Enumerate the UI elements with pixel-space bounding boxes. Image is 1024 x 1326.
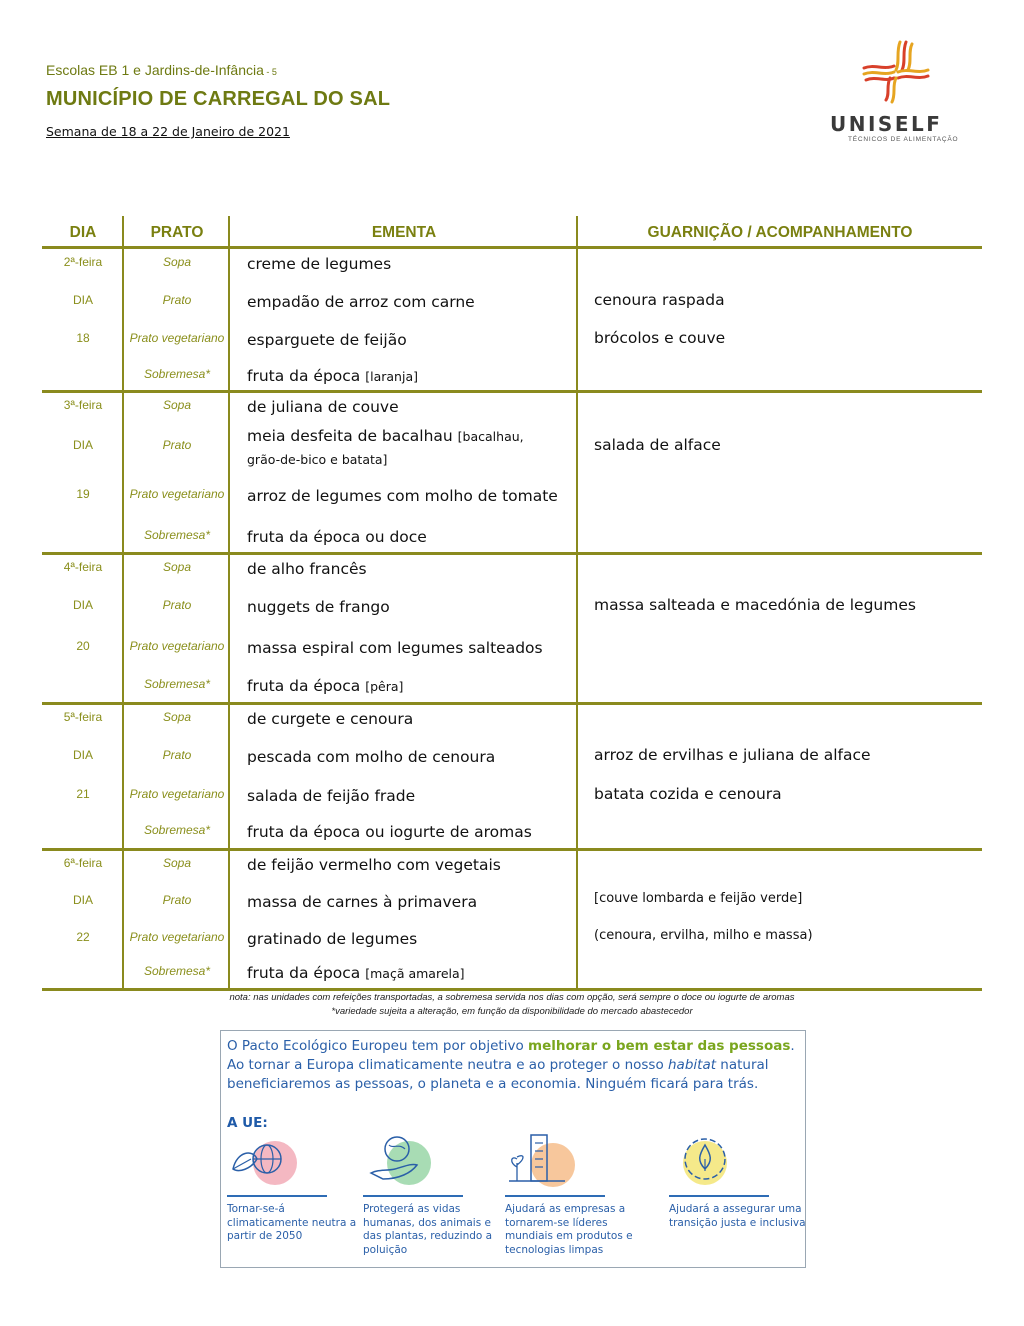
header-rule: [42, 246, 982, 249]
hand-globe-icon: [363, 1129, 443, 1193]
dish-text: fruta da época: [247, 964, 366, 982]
school-name: Escolas EB 1 e Jardins-de-Infância - 5: [46, 62, 277, 78]
dish-name: [247, 675, 573, 698]
course-type: Prato: [162, 748, 192, 762]
dish-text: salada de feijão frade: [247, 787, 416, 805]
dish-name: [247, 785, 573, 808]
course-type: Sopa: [162, 560, 192, 574]
course-type: Prato: [162, 893, 192, 907]
day-label: 3ª-feira: [63, 398, 103, 412]
dish-detail: grão-de-bico e batata]: [247, 452, 388, 467]
dish-detail: [maçã amarela]: [365, 966, 465, 981]
dish-text: creme de legumes: [247, 255, 392, 273]
dish-text: nuggets de frango: [247, 598, 390, 616]
dish-name: [247, 329, 573, 352]
eu-item-text: Protegerá as vidas humanas, dos animais e das plantas, reduzindo a poluição: [363, 1203, 493, 1256]
course-type: Sobremesa*: [143, 367, 211, 381]
course-type: Prato vegetariano: [129, 787, 225, 801]
col-divider: [576, 216, 578, 988]
day-rule: [42, 702, 982, 705]
day-label: 19: [76, 487, 90, 501]
dish-text: fruta da época: [247, 677, 366, 695]
day-label: 6ª-feira: [63, 856, 103, 870]
day-label: 4ª-feira: [63, 560, 103, 574]
col-header-prato: PRATO: [150, 224, 204, 241]
eu-green-deal-banner: [220, 1030, 806, 1268]
building-plant-icon: [505, 1129, 585, 1193]
eu-item-text: Ajudará as empresas a tornarem-se líderes mundiais em produtos e tecnologias limpas: [505, 1203, 633, 1256]
course-type: Prato: [162, 438, 192, 452]
course-type: Sobremesa*: [143, 964, 211, 978]
dish-text: fruta da época: [247, 367, 366, 385]
dish-name: [247, 365, 573, 388]
dish-name: [247, 253, 573, 276]
col-header-guarnicao: GUARNIÇÃO / ACOMPANHAMENTO: [647, 224, 913, 241]
dish-name: [247, 854, 573, 877]
note-transported-meals: nota: nas unidades com refeições transportadas, a sobremesa servida nos dias com opção, será sempre o doce ou iogurte de aromas: [229, 992, 795, 1003]
eu-item-text: Tornar-se-á climaticamente neutra a partir de 2050: [227, 1203, 357, 1242]
course-type: Sobremesa*: [143, 823, 211, 837]
col-header-ementa: EMENTA: [371, 224, 437, 241]
dish-name: [247, 891, 573, 914]
course-type: Prato vegetariano: [129, 331, 225, 345]
dish-detail: [bacalhau,: [457, 429, 524, 444]
week-range: Semana de 18 a 22 de Janeiro de 2021: [46, 124, 290, 139]
dish-text: de feijão vermelho com vegetais: [247, 856, 501, 874]
side-dish: massa salteada e macedónia de legumes: [594, 596, 916, 614]
day-rule: [42, 552, 982, 555]
dish-name: [247, 291, 573, 314]
col-header-dia: DIA: [69, 224, 97, 241]
uniself-logo: [826, 38, 976, 146]
dish-detail: [pêra]: [365, 679, 404, 694]
note-variety: *variedade sujeita a alteração, em função da disponibilidade do mercado abastecedor: [331, 1006, 693, 1017]
side-dish: [couve lombarda e feijão verde]: [594, 891, 803, 906]
eu-intro-text: O Pacto Ecológico Europeu tem por objetivo melhorar o bem estar das pessoas. Ao tornar a Europa climaticamente neutra e ao proteger o nosso habitat natural beneficiaremos as pessoas, o planeta e a economia. Ninguém ficará para trás.: [227, 1038, 795, 1092]
recycle-drop-icon: [669, 1129, 749, 1193]
day-label: 21: [76, 787, 90, 801]
course-type: Prato vegetariano: [129, 487, 225, 501]
course-type: Prato vegetariano: [129, 930, 225, 944]
eu-item-text: Ajudará a assegurar uma transição justa e inclusiva: [669, 1203, 806, 1229]
divider: [669, 1195, 769, 1197]
dish-text: gratinado de legumes: [247, 930, 418, 948]
day-rule: [42, 390, 982, 393]
dish-name: [247, 962, 573, 985]
dish-text: massa de carnes à primavera: [247, 893, 478, 911]
day-label: DIA: [72, 893, 93, 907]
dish-name: [247, 425, 573, 471]
dish-text: empadão de arroz com carne: [247, 293, 475, 311]
dish-name: [247, 485, 573, 508]
course-type: Prato vegetariano: [129, 639, 225, 653]
logo-wordmark: UNISELF: [830, 112, 943, 136]
day-label: DIA: [72, 293, 93, 307]
eu-item-transition: [669, 1129, 809, 1230]
day-label: 5ª-feira: [63, 710, 103, 724]
dish-name: [247, 396, 573, 419]
uniself-mark-icon: [860, 38, 932, 104]
dish-text: de juliana de couve: [247, 398, 399, 416]
side-dish: salada de alface: [594, 436, 721, 454]
dish-text: pescada com molho de cenoura: [247, 748, 496, 766]
eu-item-climate: [227, 1129, 367, 1244]
dish-name: [247, 708, 573, 731]
eu-item-pollution: [363, 1129, 503, 1257]
course-type: Sopa: [162, 856, 192, 870]
municipality-title: MUNICÍPIO DE CARREGAL DO SAL: [46, 88, 391, 110]
divider: [505, 1195, 605, 1197]
side-dish: brócolos e couve: [594, 329, 726, 347]
course-type: Sopa: [162, 255, 192, 269]
dish-name: [247, 637, 573, 660]
dish-detail: [laranja]: [365, 369, 418, 384]
course-type: Prato: [162, 598, 192, 612]
course-type: Sobremesa*: [143, 528, 211, 542]
side-dish: cenoura raspada: [594, 291, 725, 309]
day-label: DIA: [72, 748, 93, 762]
dish-name: [247, 746, 573, 769]
day-label: 18: [76, 331, 90, 345]
side-dish: (cenoura, ervilha, milho e massa): [594, 928, 813, 943]
course-type: Sobremesa*: [143, 677, 211, 691]
day-rule: [42, 848, 982, 851]
dish-text: meia desfeita de bacalhau: [247, 427, 458, 445]
leaf-globe-icon: [227, 1129, 307, 1193]
menu-table: [42, 216, 982, 990]
day-label: 20: [76, 639, 90, 653]
divider: [363, 1195, 463, 1197]
dish-text: fruta da época ou iogurte de aromas: [247, 823, 532, 841]
dish-text: massa espiral com legumes salteados: [247, 639, 543, 657]
side-dish: batata cozida e cenoura: [594, 785, 782, 803]
eu-title: A UE:: [227, 1115, 268, 1131]
course-type: Sopa: [162, 710, 192, 724]
dish-name: [247, 928, 573, 951]
day-label: DIA: [72, 438, 93, 452]
dish-name: [247, 558, 573, 581]
day-label: DIA: [72, 598, 93, 612]
day-rule: [42, 988, 982, 991]
logo-tagline: TÉCNICOS DE ALIMENTAÇÃO: [848, 136, 959, 143]
day-label: 22: [76, 930, 90, 944]
course-type: Sopa: [162, 398, 192, 412]
dish-text: fruta da época ou doce: [247, 528, 427, 546]
dish-name: [247, 821, 573, 844]
divider: [227, 1195, 327, 1197]
eu-item-business: [505, 1129, 645, 1257]
dish-text: de alho francês: [247, 560, 367, 578]
day-label: 2ª-feira: [63, 255, 103, 269]
dish-name: [247, 526, 573, 549]
dish-text: de curgete e cenoura: [247, 710, 414, 728]
course-type: Prato: [162, 293, 192, 307]
dish-text: arroz de legumes com molho de tomate: [247, 487, 558, 505]
dish-name: [247, 596, 573, 619]
side-dish: arroz de ervilhas e juliana de alface: [594, 746, 871, 764]
dish-text: esparguete de feijão: [247, 331, 407, 349]
